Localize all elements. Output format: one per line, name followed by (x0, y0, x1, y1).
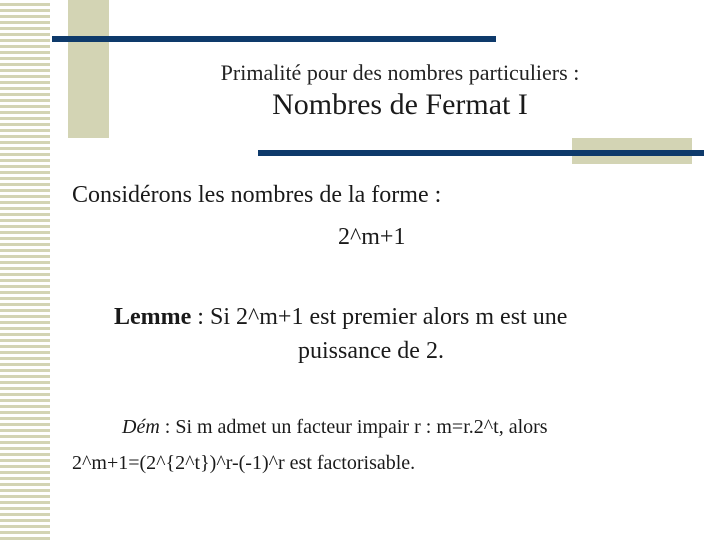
top-rule-line (52, 36, 496, 42)
title-accent-block (68, 0, 109, 138)
lemma-label: Lemme (114, 304, 192, 330)
lemma-line-2: puissance de 2. (298, 338, 444, 364)
intro-text: Considérons les nombres de la forme : (72, 182, 442, 208)
demonstration-line-2: 2^m+1=(2^{2^t})^r-(-1)^r est factorisable. (72, 452, 416, 474)
bottom-rule-line (258, 150, 704, 156)
slide-title: Nombres de Fermat I (272, 88, 528, 121)
demonstration-line-1 (122, 416, 548, 439)
demonstration-statement: : Si m admet un facteur impair r : m=r.2^t, alors (159, 416, 548, 438)
lemma-statement: : Si 2^m+1 est premier alors m est une (191, 304, 568, 330)
left-stripe-decoration (0, 0, 50, 540)
demonstration-label: Dém (122, 416, 160, 438)
formula-text: 2^m+1 (338, 224, 406, 250)
slide-subtitle: Primalité pour des nombres particuliers : (220, 60, 580, 85)
lemma-line-1 (114, 304, 567, 331)
